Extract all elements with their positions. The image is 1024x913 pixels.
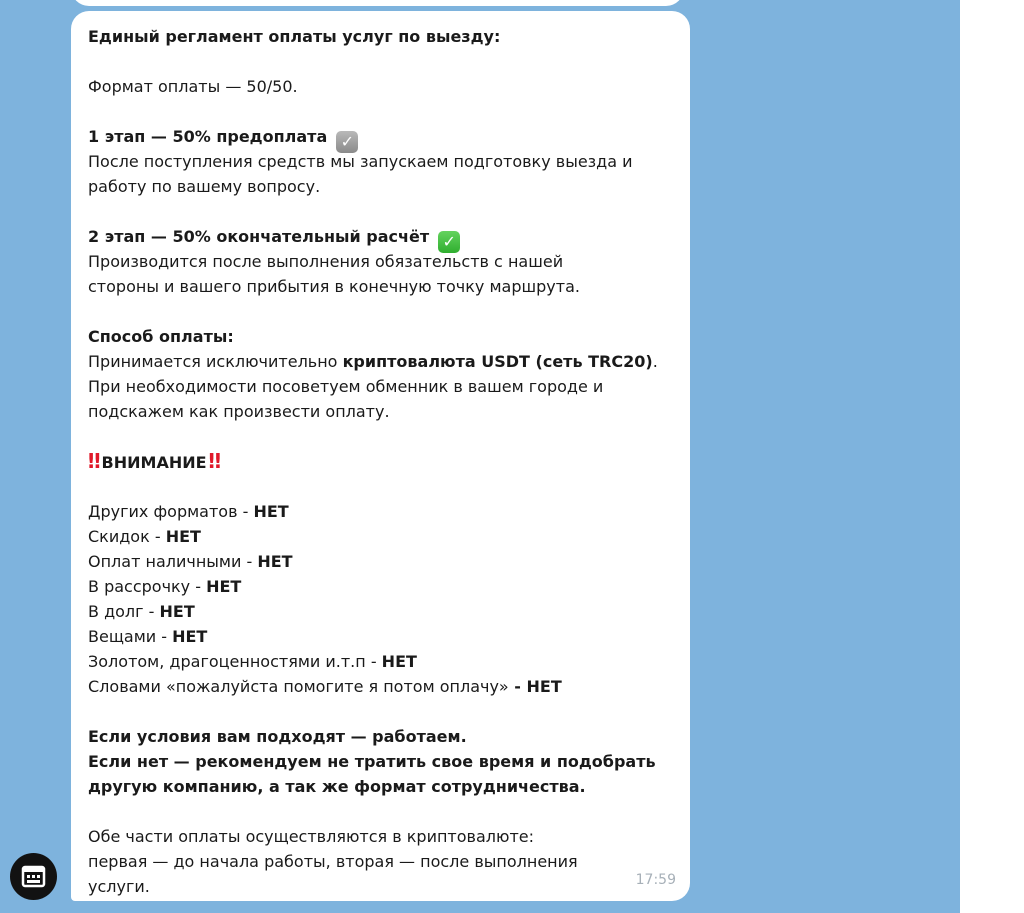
rule-label: Словами «пожалуйста помогите я потом оплачу» <box>88 677 509 696</box>
payment-method-title: Способ оплаты: <box>88 327 234 346</box>
double-exclamation-icon: ‼ <box>88 449 97 473</box>
rule-line <box>88 499 672 524</box>
attention-heading <box>88 449 672 474</box>
side-panel-blank <box>960 0 1024 913</box>
previous-message-bubble[interactable] <box>71 0 684 6</box>
stage1-text-line: работу по вашему вопросу. <box>88 177 321 196</box>
rule-value: НЕТ <box>381 652 417 671</box>
attention-label: ВНИМАНИЕ <box>101 453 207 472</box>
payment-format: Формат оплаты — 50/50. <box>88 77 298 96</box>
rule-value: НЕТ <box>165 527 201 546</box>
closing-line: Обе части оплаты осуществляются в криптовалюте: <box>88 827 535 846</box>
closing-line: первая — до начала работы, вторая — после выполнения <box>88 852 578 871</box>
rule-line <box>88 674 672 699</box>
payment-method-prefix: Принимается исключительно <box>88 352 343 371</box>
white-check-mark-icon: ✓ <box>438 231 460 253</box>
rule-value: НЕТ <box>159 602 195 621</box>
rule-label: Вещами - <box>88 627 173 646</box>
payment-method-text-line: При необходимости посоветуем обменник в вашем городе и <box>88 377 604 396</box>
payment-method-line <box>88 349 672 374</box>
sender-avatar-icon[interactable] <box>10 853 57 900</box>
rule-value: - НЕТ <box>508 677 562 696</box>
rule-value: НЕТ <box>172 627 208 646</box>
rule-line <box>88 574 672 599</box>
ballot-box-check-icon: ✓ <box>336 131 358 153</box>
stage2-text-line: стороны и вашего прибытия в конечную точку маршрута. <box>88 277 580 296</box>
stage1-title: 1 этап — 50% предоплата <box>88 127 328 146</box>
conditions-line: Если условия вам подходят — работаем. <box>88 727 467 746</box>
stage1-text-line: После поступления средств мы запускаем подготовку выезда и <box>88 152 633 171</box>
rule-label: Скидок - <box>88 527 166 546</box>
payment-method-suffix: . <box>652 352 658 371</box>
rule-label: В долг - <box>88 602 160 621</box>
rule-value: НЕТ <box>253 502 289 521</box>
rule-line <box>88 649 672 674</box>
rule-line <box>88 624 672 649</box>
stage2-text-line: Производится после выполнения обязательств с нашей <box>88 252 564 271</box>
conditions-line: другую компанию, а так же формат сотрудничества. <box>88 777 586 796</box>
conditions-line: Если нет — рекомендуем не тратить свое время и подобрать <box>88 752 656 771</box>
rule-line <box>88 549 672 574</box>
rule-label: Других форматов - <box>88 502 254 521</box>
payment-method-crypto: криптовалюта USDT (сеть TRC20) <box>342 352 653 371</box>
stage2-title: 2 этап — 50% окончательный расчёт <box>88 227 430 246</box>
rule-line <box>88 599 672 624</box>
payment-method-text-line: подскажем как произвести оплату. <box>88 402 390 421</box>
rule-label: В рассрочку - <box>88 577 207 596</box>
rule-label: Золотом, драгоценностями и.т.п - <box>88 652 382 671</box>
message-time: 17:59 <box>635 872 676 888</box>
stage1-heading <box>88 124 672 149</box>
closing-line: услуги. <box>88 877 150 896</box>
stage2-heading <box>88 224 672 249</box>
rule-value: НЕТ <box>257 552 293 571</box>
avatar-emblem-icon <box>10 853 57 900</box>
rule-value: НЕТ <box>206 577 242 596</box>
rule-label: Оплат наличными - <box>88 552 258 571</box>
message-bubble[interactable] <box>71 11 690 901</box>
double-exclamation-icon: ‼ <box>208 449 218 473</box>
rule-line <box>88 524 672 549</box>
message-title: Единый регламент оплаты услуг по выезду: <box>88 27 501 46</box>
